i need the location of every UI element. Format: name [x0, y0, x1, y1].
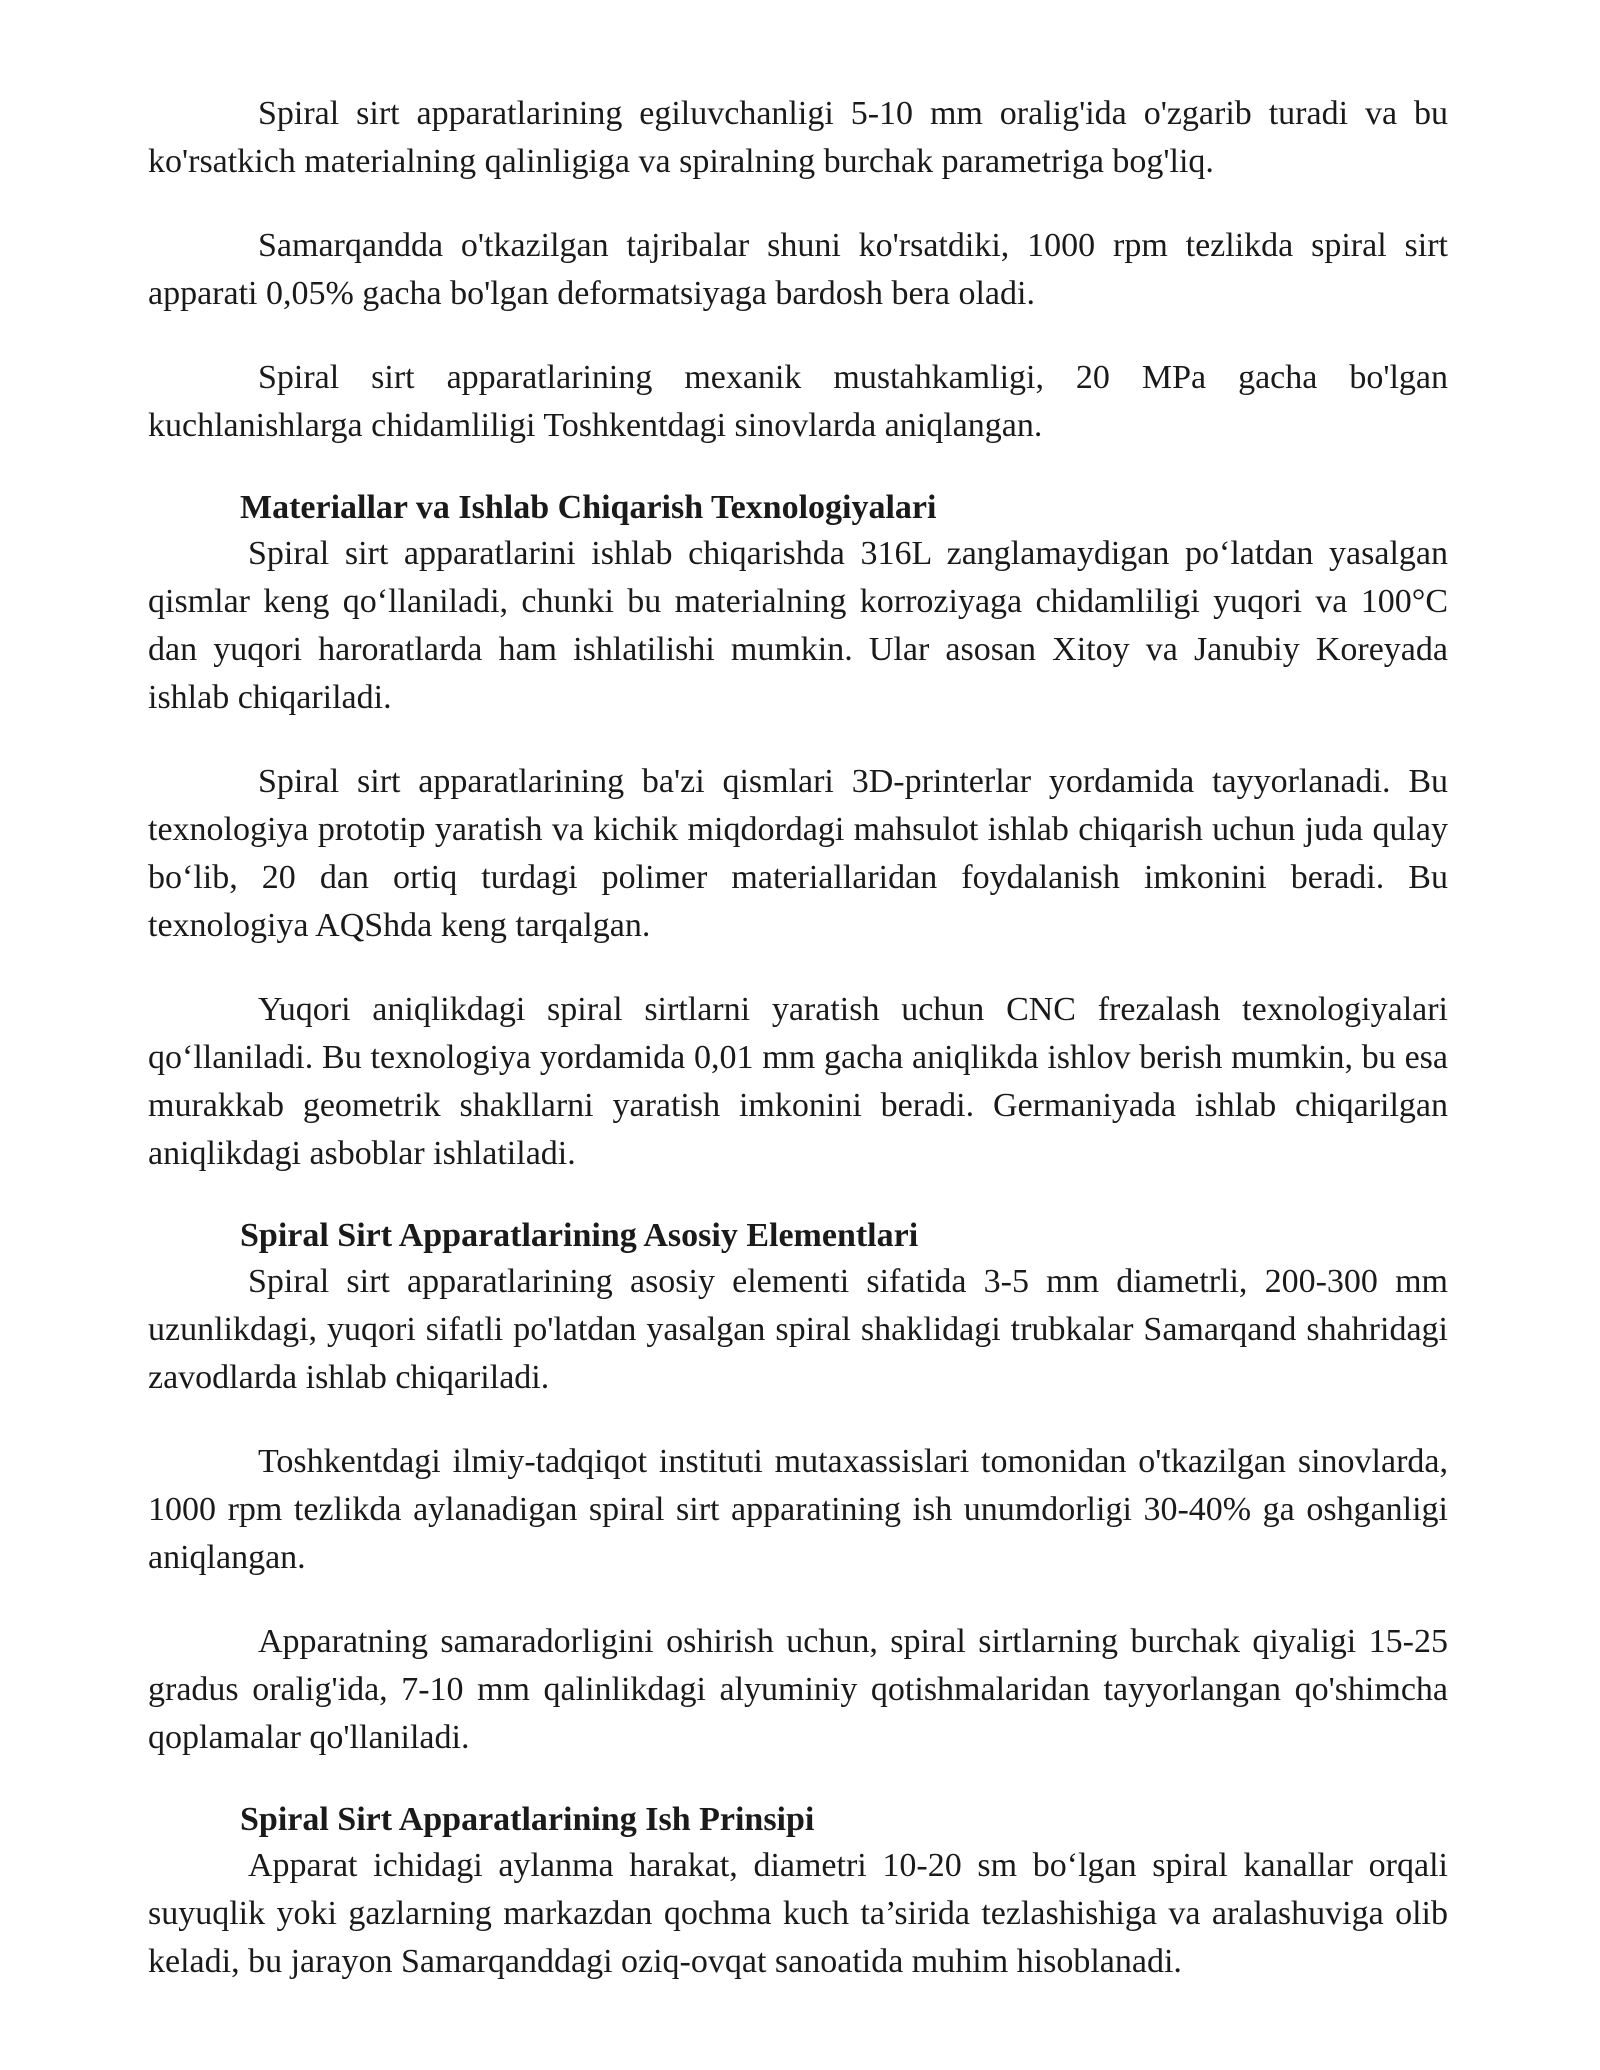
paragraph-principle-1: Apparat ichidagi aylanma harakat, diametri 10-20 sm bo‘lgan spiral kanallar orqali suyuqlik yoki gazlarning markazdan qochma kuch ta’sirida tezlashishiga va aralashuviga olib keladi, bu jarayon Samarqanddagi oziq-ovqat sanoatida muhim hisoblanadi. — [148, 1847, 1448, 1980]
document-page — [148, 90, 1448, 2022]
paragraph-elements-2: Toshkentdagi ilmiy-tadqiqot instituti mutaxassislari tomonidan o'tkazilgan sinovlarda, 1000 rpm tezlikda aylanadigan spiral sirt apparatining ish unumdorligi 30-40% ga oshganligi aniqlangan. — [148, 1443, 1448, 1576]
paragraph-intro-1: Spiral sirt apparatlarining egiluvchanligi 5-10 mm oralig'ida o'zgarib turadi va bu ko'rsatkich materialning qalinligiga va spiralning burchak parametriga bog'liq. — [148, 95, 1448, 180]
paragraph-materials-1: Spiral sirt apparatlarini ishlab chiqarishda 316L zanglamaydigan po‘latdan yasalgan qismlar keng qo‘llaniladi, chunki bu materialning korroziyaga chidamliligi yuqori va 100°C dan yuqori haroratlarda ham ishlatilishi mumkin. Ular asosan Xitoy va Janubiy Koreyada ishlab chiqariladi. — [148, 535, 1448, 716]
paragraph-intro-2: Samarqandda o'tkazilgan tajribalar shuni ko'rsatdiki, 1000 rpm tezlikda spiral sirt apparati 0,05% gacha bo'lgan deformatsiyaga bardosh bera oladi. — [148, 227, 1448, 312]
paragraph-intro-3: Spiral sirt apparatlarining mexanik mustahkamligi, 20 MPa gacha bo'lgan kuchlanishlarga chidamliligi Toshkentdagi sinovlarda aniqlangan. — [148, 359, 1448, 444]
paragraph-elements-1: Spiral sirt apparatlarining asosiy elementi sifatida 3-5 mm diametrli, 200-300 mm uzunlikdagi, yuqori sifatli po'latdan yasalgan spiral shaklidagi trubkalar Samarqand shahridagi zavodlarda ishlab chiqariladi. — [148, 1263, 1448, 1396]
section-heading-principle: Spiral Sirt Apparatlarining Ish Prinsipi — [240, 1801, 815, 1838]
paragraph-elements-3: Apparatning samaradorligini oshirish uchun, spiral sirtlarning burchak qiyaligi 15-25 gradus oralig'ida, 7-10 mm qalinlikdagi alyuminiy qotishmalaridan tayyorlangan qo'shimcha qoplamalar qo'llaniladi. — [148, 1623, 1448, 1756]
section-heading-elements: Spiral Sirt Apparatlarining Asosiy Elementlari — [240, 1217, 919, 1254]
section-heading-materials: Materiallar va Ishlab Chiqarish Texnologiyalari — [240, 489, 937, 526]
paragraph-materials-3: Yuqori aniqlikdagi spiral sirtlarni yaratish uchun CNC frezalash texnologiyalari qo‘llaniladi. Bu texnologiya yordamida 0,01 mm gacha aniqlikda ishlov berish mumkin, bu esa murakkab geometrik shakllarni yaratish imkonini beradi. Germaniyada ishlab chiqarilgan aniqlikdagi asboblar ishlatiladi. — [148, 991, 1448, 1172]
paragraph-materials-2: Spiral sirt apparatlarining ba'zi qismlari 3D-printerlar yordamida tayyorlanadi. Bu texnologiya prototip yaratish va kichik miqdordagi mahsulot ishlab chiqarish uchun juda qulay bo‘lib, 20 dan ortiq turdagi polimer materiallaridan foydalanish imkonini beradi. Bu texnologiya AQShda keng tarqalgan. — [148, 763, 1448, 944]
